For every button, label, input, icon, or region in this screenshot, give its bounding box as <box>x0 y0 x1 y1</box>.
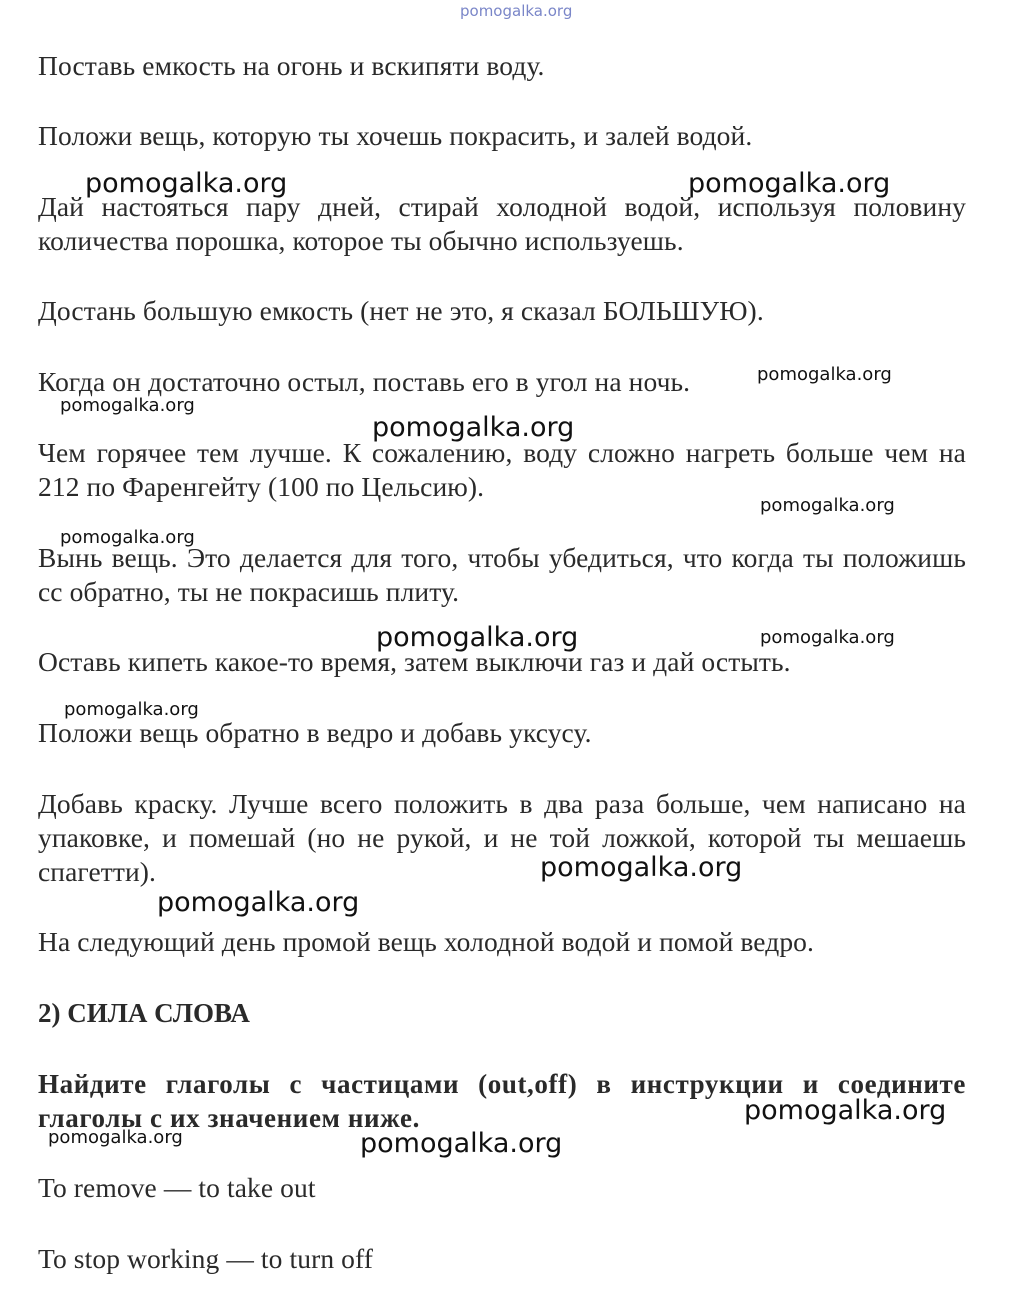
paragraph-10: Добавь краску. Лучше всего положить в два раза больше, чем написано на упаковке, и помешай (но не рукой, и не той ложкой, которой ты мешаешь спагетти). <box>38 788 966 887</box>
paragraph-5: Когда он достаточно остыл, поставь его в угол на ночь. <box>38 366 691 397</box>
paragraph-2: Положи вещь, которую ты хочешь покрасить, и залей водой. <box>38 120 753 151</box>
task-instruction: Найдите глаголы с частицами (out,off) в инструкции и соедините глаголы с их значением ниже. <box>38 1069 966 1133</box>
watermark: pomogalka.org <box>688 168 891 199</box>
watermark: pomogalka.org <box>64 699 199 720</box>
section-title: 2) СИЛА СЛОВА <box>38 998 250 1028</box>
watermark: pomogalka.org <box>744 1095 947 1126</box>
watermark: pomogalka.org <box>60 527 195 548</box>
watermark: pomogalka.org <box>85 168 288 199</box>
paragraph-7: Вынь вещь. Это делается для того, чтобы убедиться, что когда ты положишь сс обратно, ты не покрасишь плиту. <box>38 542 966 607</box>
paragraph-11: На следующий день промой вещь холодной водой и помой ведро. <box>38 926 814 957</box>
paragraph-4: Достань большую емкость (нет не это, я сказал БОЛЬШУЮ). <box>38 295 764 326</box>
watermark: pomogalka.org <box>760 627 895 648</box>
watermark: pomogalka.org <box>157 887 360 918</box>
paragraph-6: Чем горячее тем лучше. К сожалению, воду сложно нагреть больше чем на 212 по Фаренгейту (100 по Цельсию). <box>38 437 966 502</box>
watermark: pomogalka.org <box>757 364 892 385</box>
watermark: pomogalka.org <box>360 1128 563 1159</box>
watermark: pomogalka.org <box>376 622 579 653</box>
watermark: pomogalka.org <box>760 495 895 516</box>
watermark: pomogalka.org <box>372 412 575 443</box>
paragraph-9: Положи вещь обратно в ведро и добавь уксусу. <box>38 717 592 748</box>
top-watermark: pomogalka.org <box>460 2 573 20</box>
watermark: pomogalka.org <box>60 395 195 416</box>
paragraph-3: Дай настояться пару дней, стирай холодной водой, используя половину количества порошка, которое ты обычно используешь. <box>38 191 966 256</box>
watermark: pomogalka.org <box>540 852 743 883</box>
answer-1: To remove — to take out <box>38 1172 316 1203</box>
paragraph-1: Поставь емкость на огонь и вскипяти воду. <box>38 50 545 81</box>
answer-2: To stop working — to turn off <box>38 1243 374 1274</box>
paragraph-8: Оставь кипеть какое-то время, затем выключи газ и дай остыть. <box>38 646 791 677</box>
watermark: pomogalka.org <box>48 1127 183 1148</box>
